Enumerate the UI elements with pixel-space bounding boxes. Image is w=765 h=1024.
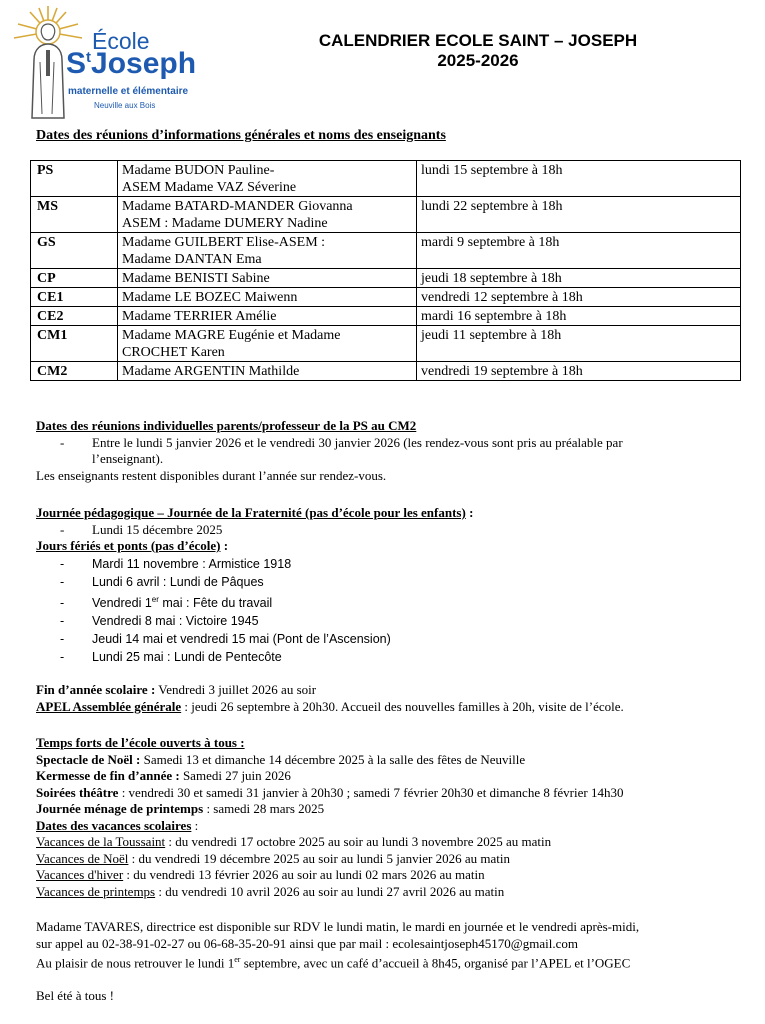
individual-meetings-item-cont: l’enseignant). [92, 451, 164, 466]
logo-subtitle: maternelle et élémentaire [68, 86, 189, 97]
meetings-heading: Dates des réunions d’informations générales et noms des enseignants [36, 128, 446, 143]
meeting-row [31, 161, 741, 197]
individual-meetings-item: - Entre le lundi 5 janvier 2026 et le vendredi 30 janvier 2026 (les rendez-vous sont pris au préalable par [36, 435, 623, 452]
class-level: CM2 [31, 362, 118, 381]
year-end-section [36, 682, 624, 715]
teacher-line: Madame GUILBERT Elise-ASEM : [122, 235, 326, 250]
meeting-date: jeudi 11 septembre à 18h [417, 326, 741, 362]
teacher-line: Madame BUDON Pauline- [122, 163, 275, 178]
page-title [278, 31, 678, 71]
dash-bullet: - [60, 595, 65, 610]
footer-section [36, 919, 639, 1004]
teacher-names [118, 233, 417, 269]
teacher-line: Madame DANTAN Ema [122, 252, 262, 267]
contact-line: sur appel au 02-38-91-02-27 ou 06-68-35-20-91 ainsi que par mail : ecolesaintjoseph45170@gmail.com [36, 935, 578, 951]
closing-line: Bel été à tous ! [36, 987, 114, 1003]
logo-ecole-text: École [92, 28, 150, 54]
highlights-section [36, 735, 623, 900]
year-end-line: Fin d’année scolaire : Vendredi 3 juillet 2026 au soir [36, 682, 317, 697]
dash-bullet: - [60, 613, 65, 628]
highlight-item: Journée ménage de printemps : samedi 28 mars 2025 [36, 801, 325, 816]
dash-bullet: - [60, 434, 65, 450]
vacation-item: Vacances de printemps : du vendredi 10 avril 2026 au soir au lundi 27 avril 2026 au matin [36, 883, 505, 899]
logo-town: Neuville aux Bois [94, 101, 156, 110]
holidays-heading: Jours fériés et ponts (pas d’école) : [36, 538, 229, 553]
highlights-list [36, 752, 623, 818]
teacher-line: ASEM : Madame DUMERY Nadine [122, 216, 328, 231]
vacations-list [36, 834, 623, 900]
holiday-item: - Mardi 11 novembre : Armistice 1918 [36, 555, 473, 573]
class-level: CM1 [31, 326, 118, 362]
holiday-list [36, 555, 473, 666]
teacher-line: Madame BENISTI Sabine [122, 271, 270, 286]
pedagogical-day-item: - Lundi 15 décembre 2025 [60, 521, 223, 537]
teacher-names [118, 161, 417, 197]
meeting-date: lundi 22 septembre à 18h [417, 197, 741, 233]
meeting-row [31, 197, 741, 233]
pedagogical-day-heading: Journée pédagogique – Journée de la Fraternité (pas d’école pour les enfants) : [36, 505, 474, 520]
individual-meetings-section [36, 418, 623, 484]
availability-note: Les enseignants restent disponibles durant l’année sur rendez-vous. [36, 467, 387, 483]
title-line-2: 2025-2026 [437, 51, 519, 70]
meeting-row [31, 362, 741, 381]
pedagogical-day-section [36, 505, 473, 666]
dash-bullet: - [60, 649, 65, 664]
teacher-names [118, 197, 417, 233]
teacher-line: Madame ARGENTIN Mathilde [122, 364, 300, 379]
dash-bullet: - [60, 574, 65, 589]
teacher-names [118, 362, 417, 381]
apel-line: APEL Assemblée générale : jeudi 26 septembre à 20h30. Accueil des nouvelles familles à 20h, visite de l’école. [36, 698, 624, 714]
school-logo [8, 2, 198, 120]
highlights-heading: Temps forts de l’école ouverts à tous : [36, 735, 245, 750]
teacher-line: Madame TERRIER Amélie [122, 309, 277, 324]
teacher-line: Madame LE BOZEC Maiwenn [122, 290, 298, 305]
meeting-row [31, 326, 741, 362]
teacher-names [118, 288, 417, 307]
class-level: MS [31, 197, 118, 233]
class-level: CE2 [31, 307, 118, 326]
meeting-date: vendredi 12 septembre à 18h [417, 288, 741, 307]
meeting-date: mardi 9 septembre à 18h [417, 233, 741, 269]
vacation-item: Vacances d'hiver : du vendredi 13 février 2026 au soir au lundi 02 mars 2026 au matin [36, 867, 485, 882]
logo-name [66, 47, 196, 81]
holiday-item: - Jeudi 14 mai et vendredi 15 mai (Pont de l’Ascension) [36, 630, 473, 648]
vacation-item: Vacances de la Toussaint : du vendredi 17 octobre 2025 au soir au lundi 3 novembre 2025 au matin [36, 834, 552, 849]
logo-st: $S^t$ [66, 47, 92, 80]
vacations-heading: Dates des vacances scolaires : [36, 817, 199, 833]
vacation-item: Vacances de Noël : du vendredi 19 décembre 2025 au soir au lundi 5 janvier 2026 au matin [36, 850, 511, 866]
meeting-date: jeudi 18 septembre à 18h [417, 269, 741, 288]
teacher-line: ASEM Madame VAZ Séverine [122, 180, 297, 195]
meeting-row [31, 307, 741, 326]
class-level: CE1 [31, 288, 118, 307]
class-level: PS [31, 161, 118, 197]
teacher-names [118, 269, 417, 288]
highlight-item: Spectacle de Noël : Samedi 13 et dimanche 14 décembre 2025 à la salle des fêtes de Neuville [36, 751, 526, 767]
class-level: GS [31, 233, 118, 269]
director-line: Madame TAVARES, directrice est disponible sur RDV le lundi matin, le mardi en journée et le vendredi après-midi, [36, 919, 640, 934]
highlight-item: Soirées théâtre : vendredi 30 et samedi 31 janvier à 20h30 ; samedi 7 février 20h30 et dimanche 8 février 14h30 [36, 784, 624, 800]
holiday-item: - Lundi 6 avril : Lundi de Pâques [36, 573, 473, 591]
highlight-item: Kermesse de fin d’année : Samedi 27 juin 2026 [36, 768, 291, 783]
class-level: CP [31, 269, 118, 288]
holiday-item: - Lundi 25 mai : Lundi de Pentecôte [36, 648, 473, 666]
holiday-item: - Vendredi 8 mai : Victoire 1945 [36, 612, 473, 630]
teacher-line: Madame BATARD-MANDER Giovanna [122, 199, 353, 214]
meeting-date: vendredi 19 septembre à 18h [417, 362, 741, 381]
logo-joseph: Joseph [91, 47, 197, 80]
dash-bullet: - [60, 556, 65, 571]
meeting-date: lundi 15 septembre à 18h [417, 161, 741, 197]
holiday-item: - Vendredi 1er mai : Fête du travail [36, 591, 473, 612]
teacher-names [118, 307, 417, 326]
individual-meetings-heading: Dates des réunions individuelles parents/professeur de la PS au CM2 [36, 418, 417, 433]
title-line-1: CALENDRIER ECOLE SAINT – JOSEPH [318, 31, 638, 50]
meeting-row [31, 233, 741, 269]
meeting-date: mardi 16 septembre à 18h [417, 307, 741, 326]
teacher-names [118, 326, 417, 362]
teacher-line: Madame MAGRE Eugénie et Madame [122, 328, 341, 343]
dash-bullet: - [60, 631, 65, 646]
meeting-row [31, 288, 741, 307]
meeting-row [31, 269, 741, 288]
teacher-line: CROCHET Karen [122, 345, 225, 360]
welcome-line: Au plaisir de nous retrouver le lundi 1er septembre, avec un café d’accueil à 8h45, organisé par l’APEL et l’OGEC [36, 955, 631, 971]
meetings-table [30, 160, 741, 381]
